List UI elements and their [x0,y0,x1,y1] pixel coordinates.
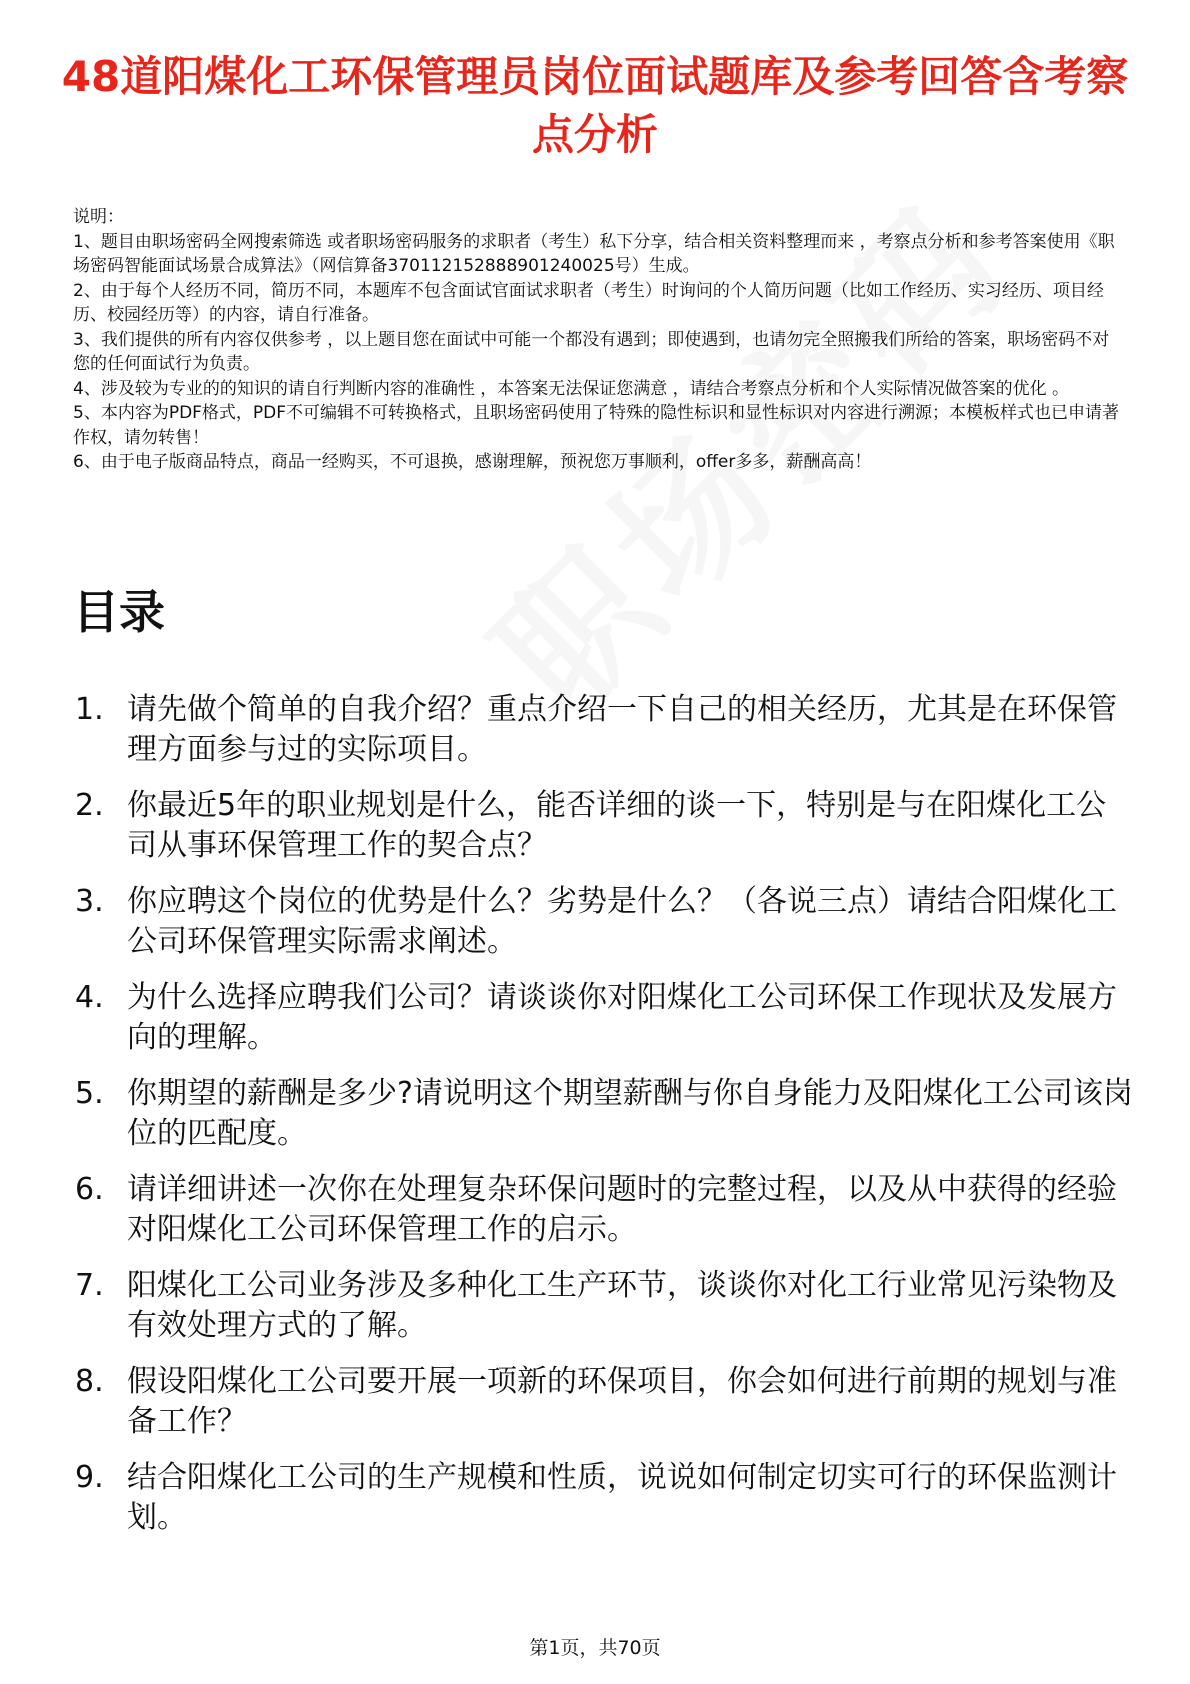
toc-item[interactable] [75,1362,1135,1442]
note-item: 3、我们提供的所有内容仅供参考 ，以上题目您在面试中可能一个都没有遇到；即使遇到，也请勿完全照搬我们所给的答案，职场密码不对您的任何面试行为负责。 [73,329,1110,374]
toc-item[interactable] [75,690,1135,770]
toc-item-number: 1. [75,692,104,727]
toc-item-text: 你最近5年的职业规划是什么，能否详细的谈一下，特别是与在阳煤化工公司从事环保管理工作的契合点？ [127,788,1107,863]
toc-heading: 目录 [73,585,165,639]
note-item: 2、由于每个人经历不同，简历不同，本题库不包含面试官面试求职者（考生）时询问的个人简历问题（比如工作经历、实习经历、项目经历、校园经历等）的内容，请自行准备。 [73,280,1104,325]
toc-item-number: 7. [75,1268,104,1303]
toc-item-text: 请先做个简单的自我介绍？重点介绍一下自己的相关经历，尤其是在环保管理方面参与过的实际项目。 [127,692,1117,767]
toc-item-number: 8. [75,1364,104,1399]
toc-item[interactable] [75,786,1135,866]
toc-item-number: 4. [75,980,104,1015]
toc-item[interactable] [75,882,1135,962]
toc-item-number: 2. [75,788,104,823]
toc-item-text: 请详细讲述一次你在处理复杂环保问题时的完整过程，以及从中获得的经验对阳煤化工公司环保管理工作的启示。 [127,1172,1117,1247]
toc-item-text: 你应聘这个岗位的优势是什么？劣势是什么？（各说三点）请结合阳煤化工公司环保管理实际需求阐述。 [127,884,1117,959]
note-item: 6、由于电子版商品特点，商品一经购买，不可退换，感谢理解，预祝您万事顺利，offer多多，薪酬高高！ [73,452,872,472]
toc-item-text: 阳煤化工公司业务涉及多种化工生产环节，谈谈你对化工行业常见污染物及有效处理方式的了解。 [127,1268,1117,1343]
toc-item[interactable] [75,978,1135,1058]
toc-item-number: 9. [75,1460,104,1495]
page-footer: 第1页，共70页 [529,1637,661,1659]
toc-item[interactable] [75,1266,1135,1346]
note-item: 4、涉及较为专业的的知识的请自行判断内容的准确性 ，本答案无法保证您满意 ，请结合考察点分析和个人实际情况做答案的优化 。 [73,378,1070,399]
toc-item[interactable] [75,1458,1135,1538]
toc-item-number: 6. [75,1172,104,1207]
document-title: 48道阳煤化工环保管理员岗位面试题库及参考回答含考察点分析 [61,52,1129,159]
toc-item-text: 你期望的薪酬是多少?请说明这个期望薪酬与你自身能力及阳煤化工公司该岗位的匹配度。 [127,1076,1133,1151]
toc-item[interactable] [75,1074,1135,1154]
toc-list [75,690,1135,1554]
toc-item[interactable] [75,1170,1135,1250]
note-item: 5、本内容为PDF格式，PDF不可编辑不可转换格式，且职场密码使用了特殊的隐性标识和显性标识对内容进行溯源；本模板样式也已申请著作权，请勿转售！ [73,403,1120,448]
toc-item-text: 为什么选择应聘我们公司？请谈谈你对阳煤化工公司环保工作现状及发展方向的理解。 [127,980,1117,1055]
toc-item-number: 5. [75,1076,104,1111]
note-item: 1、题目由职场密码全网搜索筛选 或者职场密码服务的求职者（考生）私下分享，结合相关资料整理而来 ，考察点分析和参考答案使用《职场密码智能面试场景合成算法》（网信算备370112152888901240025号）生成。 [73,231,1115,276]
toc-item-text: 结合阳煤化工公司的生产规模和性质，说说如何制定切实可行的环保监测计划。 [127,1460,1117,1535]
toc-item-text: 假设阳煤化工公司要开展一项新的环保项目，你会如何进行前期的规划与准备工作？ [127,1364,1117,1439]
notes-section [73,205,1123,475]
toc-item-number: 3. [75,884,104,919]
notes-heading: 说明： [73,207,124,227]
